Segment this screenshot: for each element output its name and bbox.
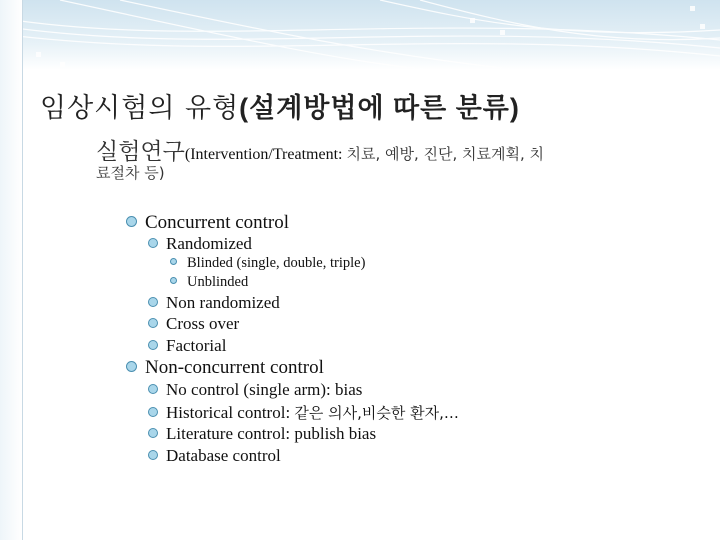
list-item-l2: Database control [148, 446, 281, 466]
bullet-icon [126, 216, 137, 227]
lead-line2: 료절차 등) [96, 164, 165, 182]
list-item-l3: Blinded (single, double, triple) [170, 255, 365, 272]
bullet-icon [148, 318, 158, 328]
bullet-icon [148, 450, 158, 460]
bullet-icon [148, 407, 158, 417]
list-item-l1: Non-concurrent control [126, 357, 324, 379]
lead-paragraph [96, 139, 676, 183]
list-item-l2: Factorial [148, 336, 226, 356]
list-item-l2: Historical control: 같은 의사,비슷한 환자,… [148, 402, 459, 423]
bullet-icon [126, 361, 137, 372]
title-paren: (설계방법에 따른 분류) [239, 93, 520, 123]
list-item-l2: Non randomized [148, 293, 280, 313]
title-main: 임상시험의 유형 [40, 93, 240, 124]
list-item-l2: Cross over [148, 314, 239, 334]
bullet-icon [148, 340, 158, 350]
bullet-icon [148, 238, 158, 248]
list-item-l2: No control (single arm): bias [148, 380, 362, 400]
lead-korean-tail: 치료, 예방, 진단, 치료계획, 치 [346, 145, 545, 163]
lead-korean: 실험연구 [96, 139, 185, 165]
left-frame-bar [0, 0, 23, 540]
bullet-icon [170, 258, 177, 265]
list-item-l2: Randomized [148, 234, 252, 254]
lead-english: (Intervention/Treatment: [184, 146, 347, 163]
bullet-icon [148, 428, 158, 438]
list-item-l2: Literature control: publish bias [148, 424, 376, 444]
header-decoration [0, 0, 720, 70]
list-item-l1: Concurrent control [126, 212, 289, 234]
list-item-l3: Unblinded [170, 274, 248, 291]
decorative-lines [0, 0, 720, 70]
bullet-icon [148, 384, 158, 394]
bullet-icon [148, 297, 158, 307]
bullet-icon [170, 277, 177, 284]
slide-title [40, 86, 700, 125]
